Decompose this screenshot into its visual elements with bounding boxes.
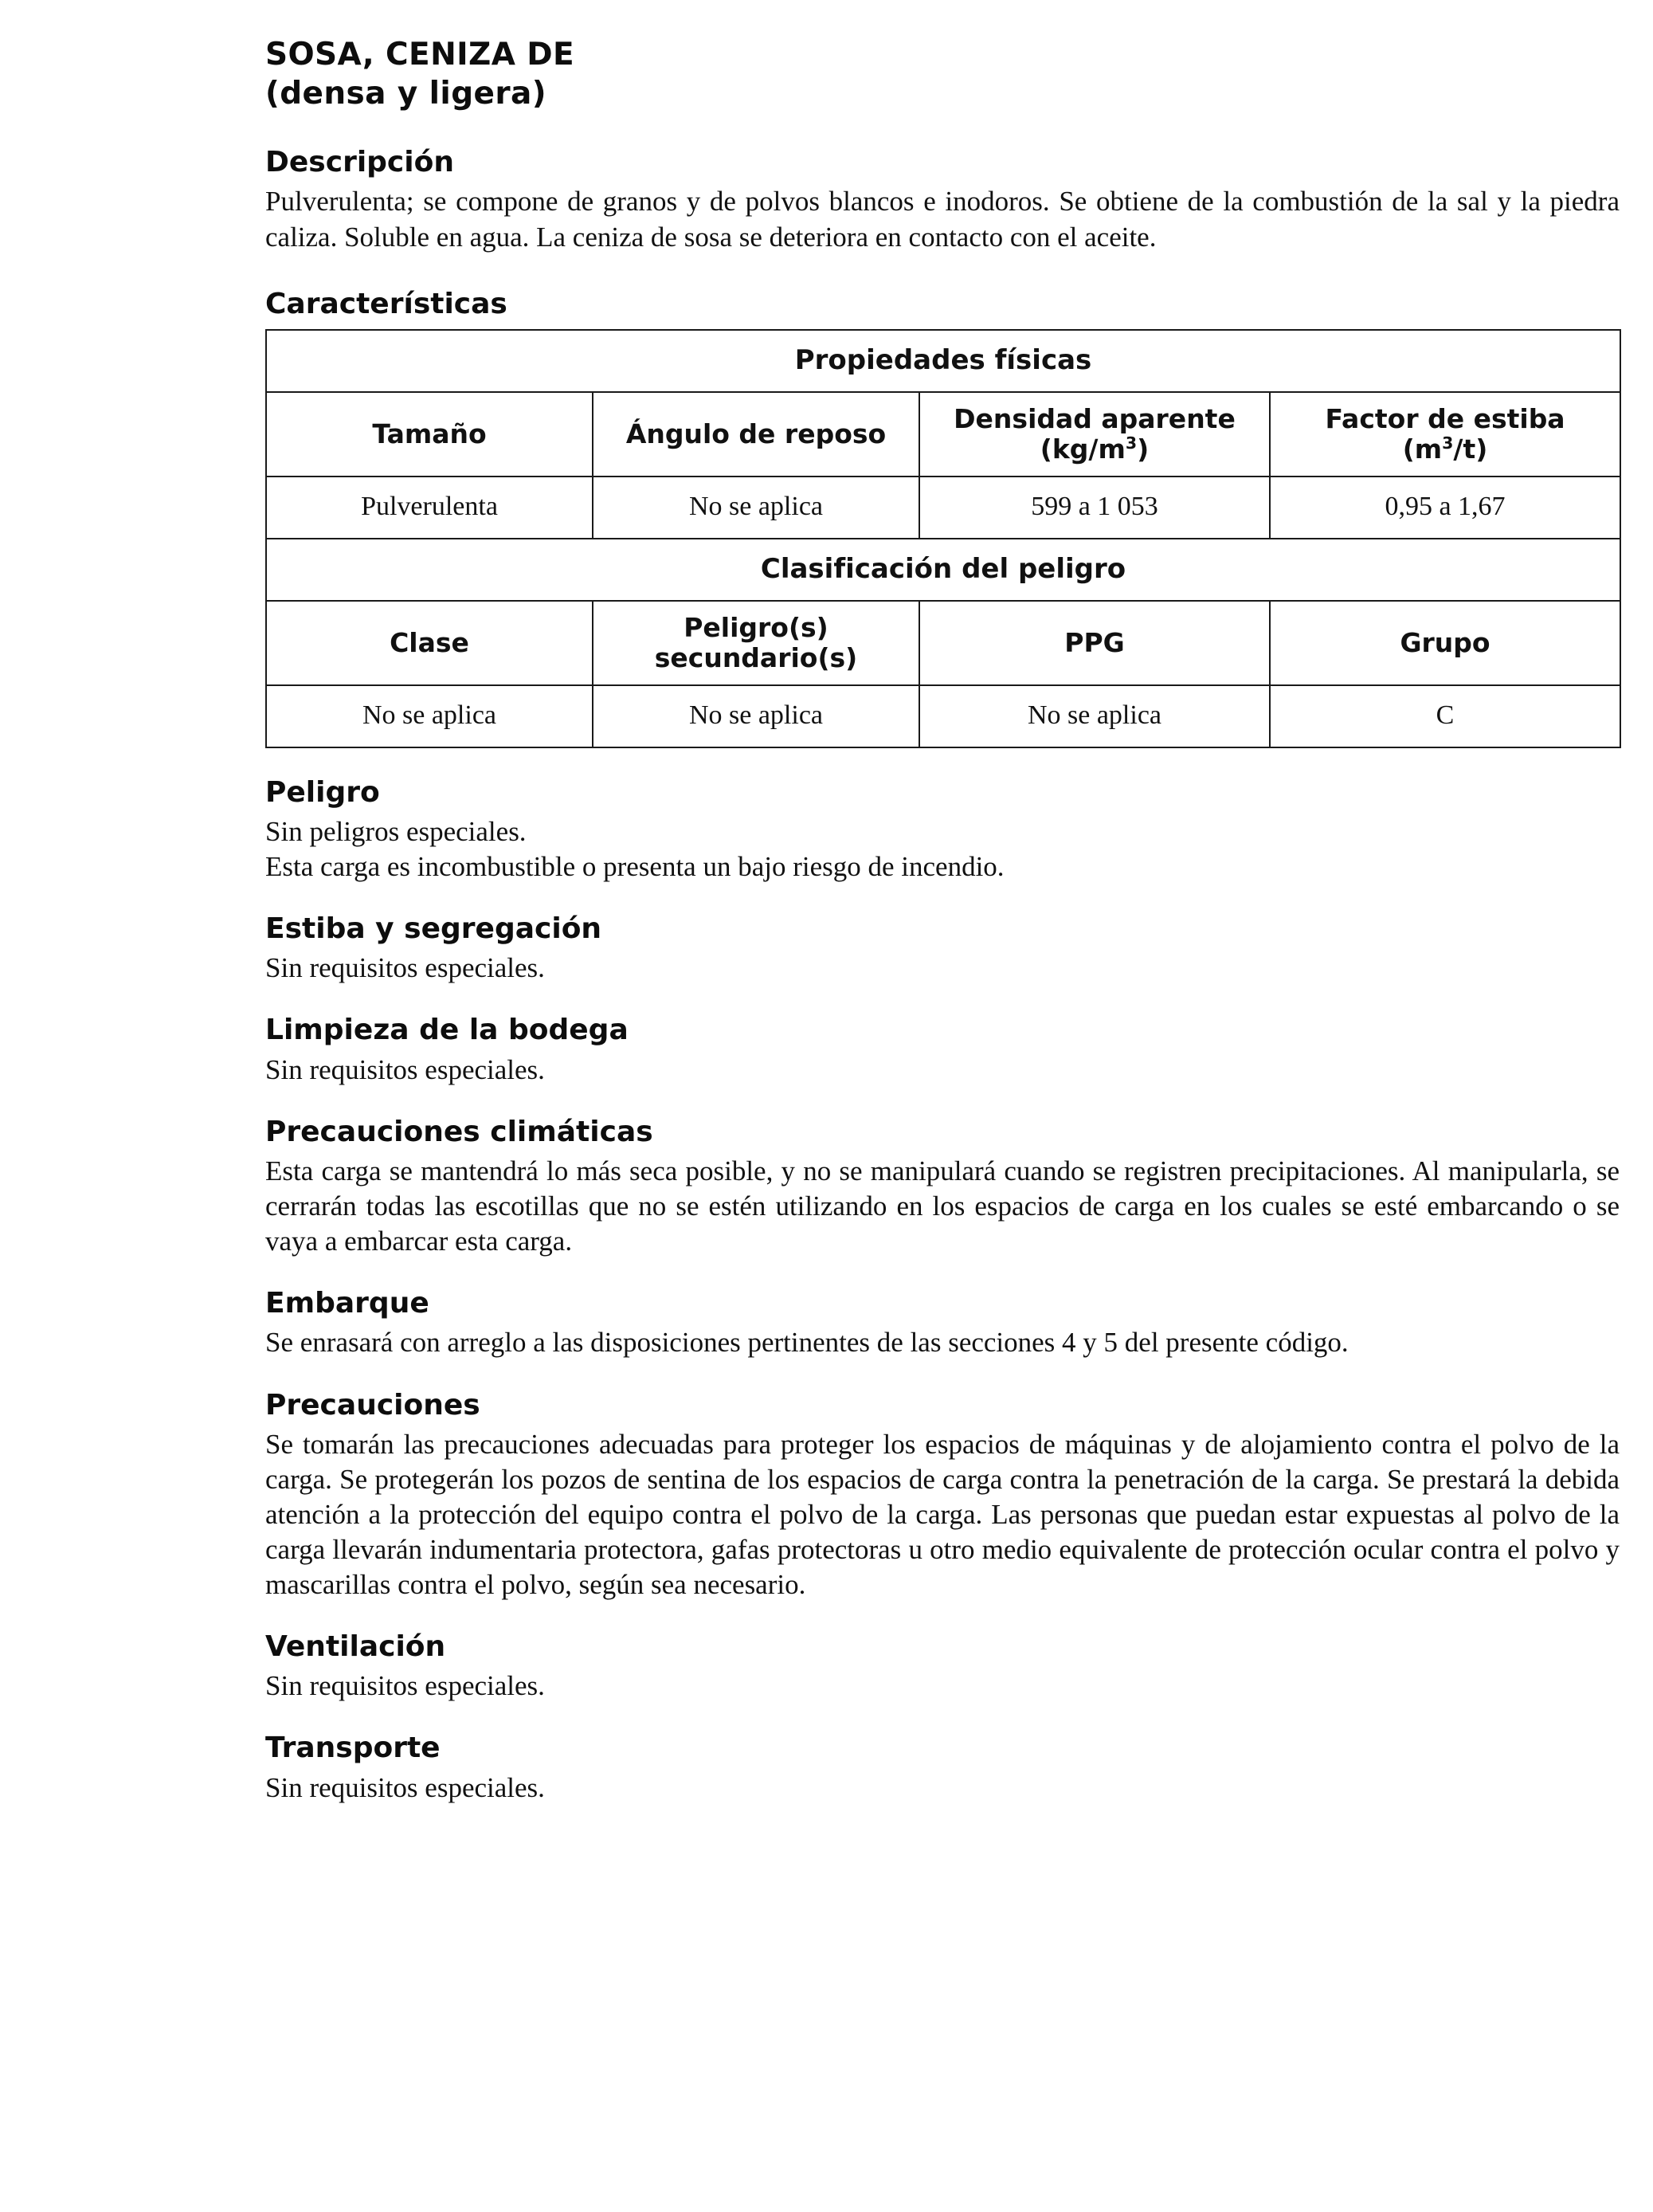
- section-caracteristicas: [265, 287, 1620, 748]
- section-estiba-segregacion: [265, 912, 1620, 986]
- band-propiedades-fisicas: Propiedades físicas: [266, 330, 1620, 392]
- section-ventilacion: [265, 1630, 1620, 1704]
- properties-table: [265, 329, 1621, 748]
- text-estiba-segregacion: Sin requisitos especiales.: [265, 952, 545, 984]
- text-ventilacion: Sin requisitos especiales.: [265, 1670, 545, 1702]
- header-angulo-reposo: Ángulo de reposo: [593, 392, 919, 477]
- heading-embarque: Embarque: [265, 1287, 429, 1320]
- value-clase: No se aplica: [266, 685, 593, 747]
- text-embarque: Se enrasará con arreglo a las disposiciones pertinentes de las secciones 4 y 5 del presente código.: [265, 1327, 1349, 1359]
- text-peligro-line2: Esta carga es incombustible o presenta un bajo riesgo de incendio.: [265, 851, 1005, 883]
- cargo-subtitle: (densa y ligera): [265, 76, 546, 112]
- header-factor-line2: [1271, 434, 1620, 465]
- heading-precauciones-climaticas: Precauciones climáticas: [265, 1115, 653, 1148]
- text-peligro-line1: Sin peligros especiales.: [265, 816, 527, 847]
- value-ppg: No se aplica: [919, 685, 1270, 747]
- heading-descripcion: Descripción: [265, 146, 454, 179]
- cargo-name: SOSA, CENIZA DE: [265, 37, 575, 73]
- table-row: [266, 601, 1620, 685]
- heading-transporte: Transporte: [265, 1732, 441, 1765]
- header-peligros-line2: secundario(s): [654, 641, 858, 673]
- header-densidad-line2: [920, 434, 1269, 465]
- text-precauciones: Se tomarán las precauciones adecuadas para proteger los espacios de máquinas y de alojamiento contra el polvo de la carga. Se protegerán los pozos de sentina de los espacios de carga contra la penetración de la carga. Se prestará la debida atención a la protección del equipo contra el polvo de la carga. Las personas que puedan estar expuestas al polvo de la carga llevarán indumentaria protectora, gafas protectoras u otro medio equivalente de protección ocular contra el polvo y mascarillas contra el polvo, según sea necesario.: [265, 1428, 1620, 1601]
- section-precauciones-climaticas: [265, 1115, 1620, 1259]
- densidad-unit-exponent: 3: [1125, 433, 1138, 453]
- header-peligros-secundarios: [593, 601, 919, 685]
- section-descripcion: [265, 145, 1620, 254]
- header-densidad-line1: Densidad aparente: [954, 402, 1236, 434]
- text-descripcion: Pulverulenta; se compone de granos y de polvos blancos e inodoros. Se obtiene de la combustión de la sal y la piedra caliza. Soluble en agua. La ceniza de sosa se deteriora en contacto con el aceite.: [265, 186, 1620, 253]
- value-peligros-secundarios: No se aplica: [593, 685, 919, 747]
- section-precauciones: [265, 1388, 1620, 1603]
- header-grupo: Grupo: [1270, 601, 1620, 685]
- band-clasificacion-peligro: Clasificación del peligro: [266, 539, 1620, 601]
- heading-caracteristicas: Características: [265, 287, 507, 320]
- heading-limpieza-bodega: Limpieza de la bodega: [265, 1014, 629, 1047]
- section-limpieza-bodega: [265, 1013, 1620, 1087]
- factor-unit-exponent: 3: [1442, 433, 1454, 453]
- header-factor-estiba: [1270, 392, 1620, 477]
- header-densidad-aparente: [919, 392, 1270, 477]
- factor-unit-post: /t): [1453, 433, 1488, 465]
- value-factor-estiba: 0,95 a 1,67: [1270, 477, 1620, 539]
- header-ppg: PPG: [919, 601, 1270, 685]
- header-clase: Clase: [266, 601, 593, 685]
- value-angulo-reposo: No se aplica: [593, 477, 919, 539]
- page-content: [265, 35, 1620, 1806]
- text-precauciones-climaticas: Esta carga se mantendrá lo más seca posible, y no se manipulará cuando se registren precipitaciones. Al manipularla, se cerrarán todas las escotillas que no se estén utilizando en los espacios de carga en los cuales se esté embarcando o se vaya a embarcar esta carga.: [265, 1155, 1620, 1257]
- value-grupo: C: [1270, 685, 1620, 747]
- header-tamano: Tamaño: [266, 392, 593, 477]
- table-row: [266, 392, 1620, 477]
- header-factor-line1: Factor de estiba: [1325, 402, 1565, 434]
- section-peligro: [265, 775, 1620, 884]
- text-transporte: Sin requisitos especiales.: [265, 1771, 545, 1803]
- heading-estiba-segregacion: Estiba y segregación: [265, 912, 602, 946]
- value-densidad-aparente: 599 a 1 053: [919, 477, 1270, 539]
- text-limpieza-bodega: Sin requisitos especiales.: [265, 1053, 545, 1085]
- section-transporte: [265, 1731, 1620, 1805]
- densidad-unit-pre: (kg/m: [1040, 433, 1126, 465]
- heading-ventilacion: Ventilación: [265, 1630, 446, 1664]
- header-peligros-line1: Peligro(s): [684, 611, 828, 643]
- table-row: [266, 330, 1620, 392]
- heading-peligro: Peligro: [265, 775, 380, 809]
- page-title: [265, 35, 1620, 113]
- table-row: [266, 477, 1620, 539]
- factor-unit-pre: (m: [1402, 433, 1443, 465]
- table-row: [266, 685, 1620, 747]
- value-tamano: Pulverulenta: [266, 477, 593, 539]
- table-row: [266, 539, 1620, 601]
- densidad-unit-post: ): [1137, 433, 1150, 465]
- heading-precauciones: Precauciones: [265, 1388, 480, 1422]
- section-embarque: [265, 1286, 1620, 1360]
